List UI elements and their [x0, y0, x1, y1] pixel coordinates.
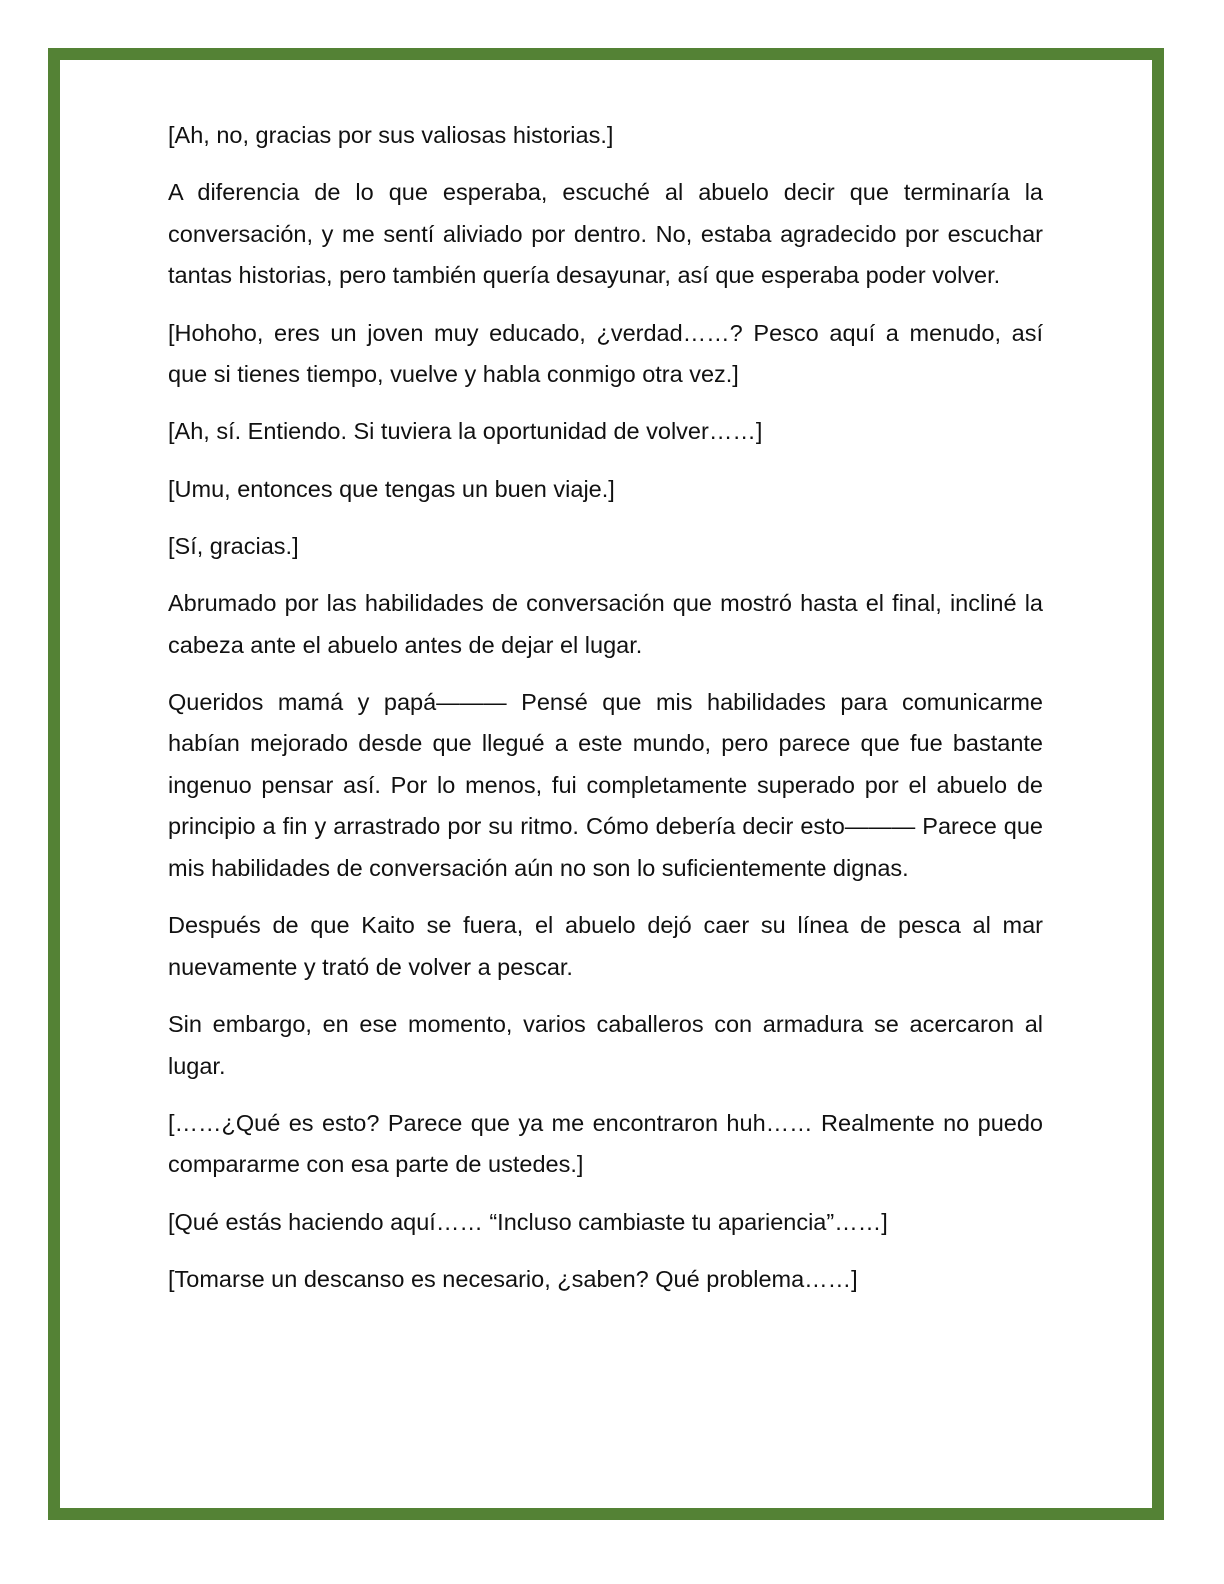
dialogue-paragraph: [……¿Qué es esto? Parece que ya me encontraron huh…… Realmente no puedo compararme con esa parte de ustedes.] [168, 1109, 1043, 1178]
narration-paragraph: Después de que Kaito se fuera, el abuelo dejó caer su línea de pesca al mar nuevamente y trató de volver a pescar. [168, 912, 1043, 980]
dialogue-paragraph: [Umu, entonces que tengas un buen viaje.] [168, 475, 615, 502]
dialogue-paragraph: [Qué estás haciendo aquí…… “Incluso cambiaste tu apariencia”……] [168, 1208, 888, 1235]
dialogue-paragraph: [Sí, gracias.] [168, 532, 299, 559]
dialogue-paragraph: [Ah, no, gracias por sus valiosas historias.] [168, 122, 614, 148]
document-body [168, 115, 1043, 1316]
narration-paragraph: Queridos mamá y papá——— Pensé que mis habilidades para comunicarme habían mejorado desde que llegué a este mundo, pero parece que fue bastante ingenuo pensar así. Por lo menos, fui completamente superado por el abuelo de principio a fin y arrastrado por su ritmo. Cómo debería decir esto——— Parece que mis habilidades de conversación aún no son lo suficientemente dignas. [168, 688, 1043, 882]
narration-paragraph: A diferencia de lo que esperaba, escuché al abuelo decir que terminaría la conversación, y me sentí aliviado por dentro. No, estaba agradecido por escuchar tantas historias, pero también quería desayunar, así que esperaba poder volver. [168, 179, 1043, 289]
dialogue-paragraph: [Hohoho, eres un joven muy educado, ¿verdad……? Pesco aquí a menudo, así que si tienes tiempo, vuelve y habla conmigo otra vez.] [168, 319, 1043, 388]
narration-paragraph: Abrumado por las habilidades de conversación que mostró hasta el final, incliné la cabeza ante el abuelo antes de dejar el lugar. [168, 589, 1043, 658]
dialogue-paragraph: [Tomarse un descanso es necesario, ¿saben? Qué problema……] [168, 1265, 858, 1292]
dialogue-paragraph: [Ah, sí. Entiendo. Si tuviera la oportunidad de volver……] [168, 418, 763, 445]
narration-paragraph: Sin embargo, en ese momento, varios caballeros con armadura se acercaron al lugar. [168, 1011, 1043, 1079]
